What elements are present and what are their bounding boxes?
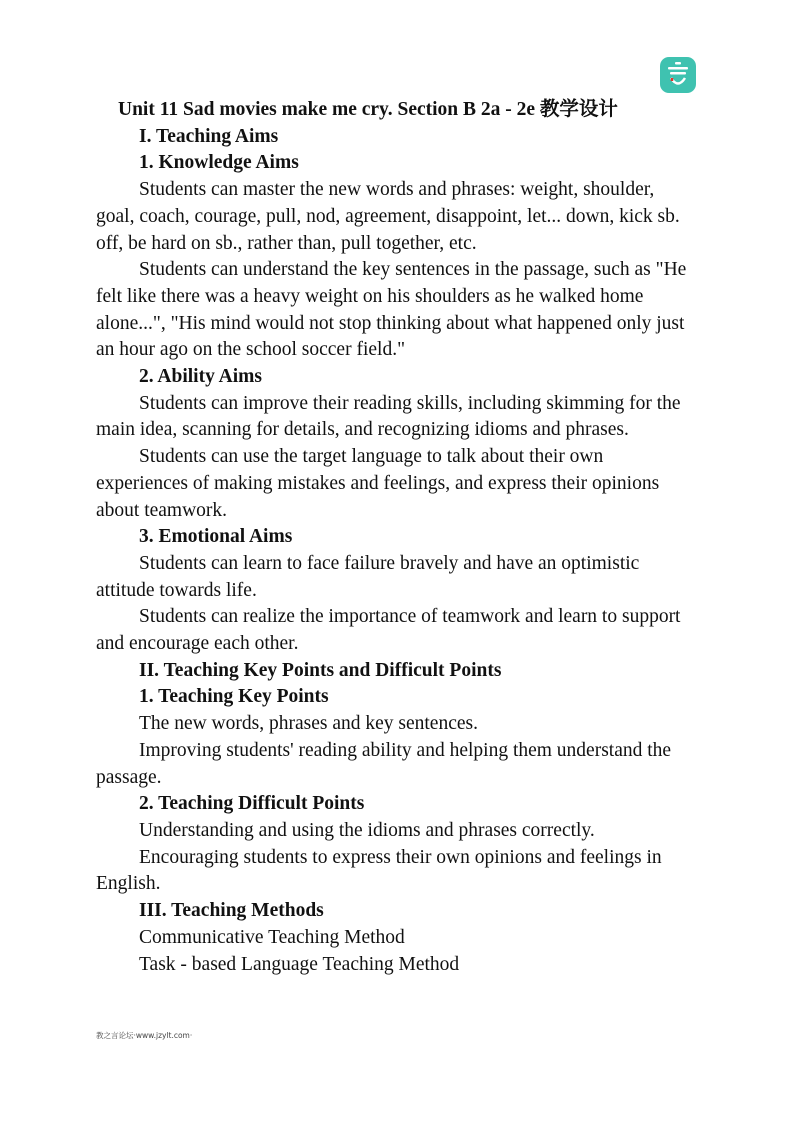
section-heading-key-difficult-points: II. Teaching Key Points and Difficult Points <box>139 659 502 681</box>
paragraph: Encouraging students to express their own opinions and feelings in English. <box>96 846 662 895</box>
footer-watermark: 教之言论坛·www.jzylt.com· <box>96 1031 193 1040</box>
section-heading-teaching-methods: III. Teaching Methods <box>139 900 324 922</box>
paragraph: Students can master the new words and phrases: weight, shoulder, goal, coach, courage, pull, nod, agreement, disappoint, let... down, kick sb. off, be hard on sb., rather than, pull together, etc. <box>96 179 680 254</box>
paragraph: Students can realize the importance of teamwork and learn to support and encourage each other. <box>96 606 681 655</box>
subheading-key-points: 1. Teaching Key Points <box>139 686 329 708</box>
list-item: Communicative Teaching Method <box>139 926 405 948</box>
document-title: Unit 11 Sad movies make me cry. Section B 2a - 2e 教学设计 <box>118 99 618 120</box>
section-heading-teaching-aims: I. Teaching Aims <box>139 125 279 147</box>
document-body <box>96 97 696 978</box>
list-item: Task - based Language Teaching Method <box>139 953 460 975</box>
site-logo-icon <box>660 57 696 93</box>
paragraph: Students can use the target language to talk about their own experiences of making mistakes and feelings, and express their opinions about teamwork. <box>96 446 660 521</box>
paragraph: Improving students' reading ability and helping them understand the passage. <box>96 739 672 788</box>
paragraph: Understanding and using the idioms and phrases correctly. <box>139 819 595 841</box>
paragraph: Students can learn to face failure bravely and have an optimistic attitude towards life. <box>96 552 640 601</box>
paragraph: Students can understand the key sentences in the passage, such as "He felt like there was a heavy weight on his shoulders as he walked home alone...", "His mind would not stop thinking about what happened only just an hour ago on the school soccer field." <box>96 259 687 361</box>
subheading-knowledge-aims: 1. Knowledge Aims <box>139 152 299 174</box>
subheading-difficult-points: 2. Teaching Difficult Points <box>139 793 365 815</box>
paragraph: Students can improve their reading skills, including skimming for the main idea, scanning for details, and recognizing idioms and phrases. <box>96 392 681 441</box>
subheading-emotional-aims: 3. Emotional Aims <box>139 526 293 548</box>
paragraph: The new words, phrases and key sentences. <box>139 713 478 735</box>
subheading-ability-aims: 2. Ability Aims <box>139 366 262 388</box>
